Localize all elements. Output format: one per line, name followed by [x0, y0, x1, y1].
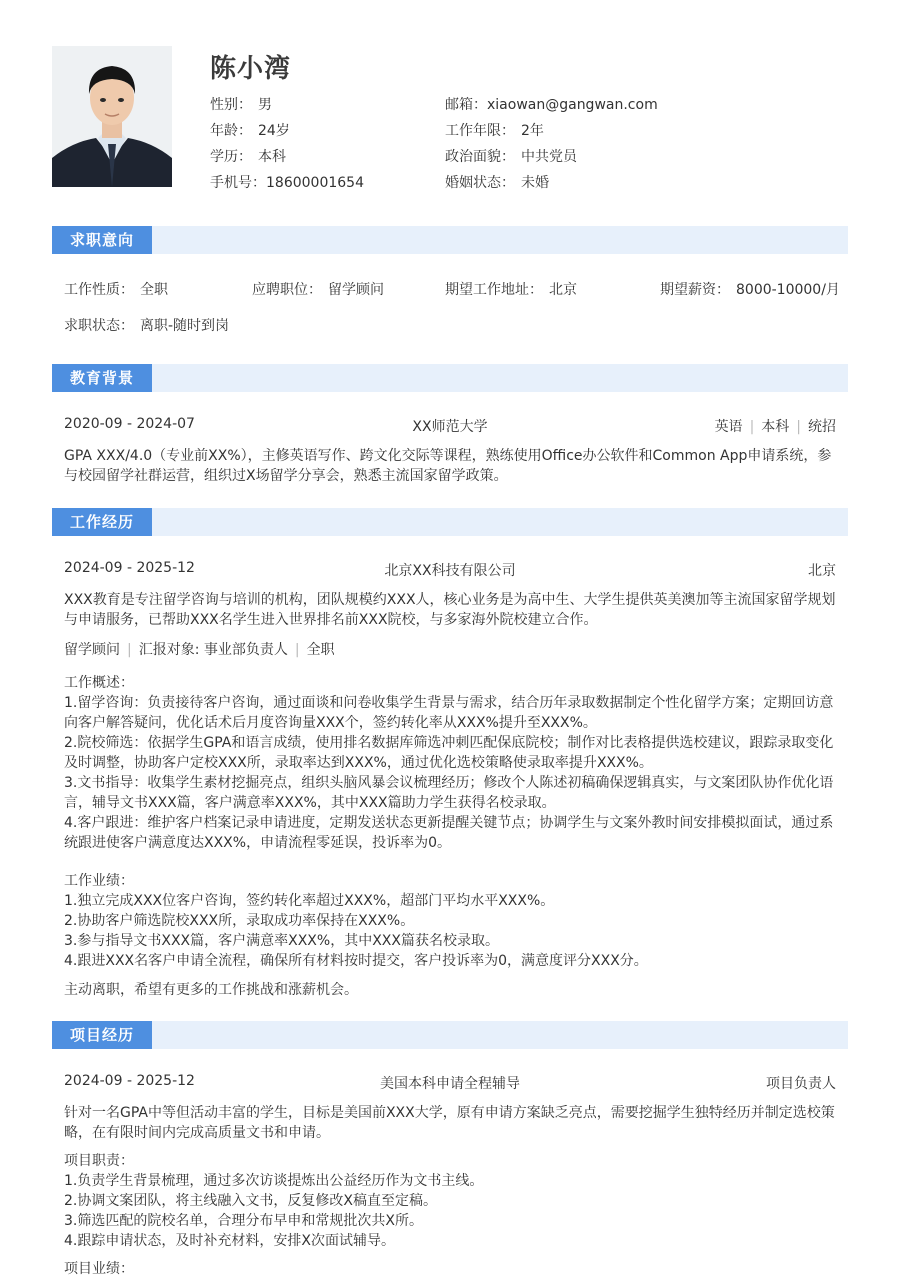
company-name: 北京XX科技有限公司 — [384, 563, 516, 579]
project-header — [64, 1073, 836, 1092]
work-period: 2024-09 - 2025-12 — [64, 560, 195, 576]
company-intro: XXX教育是专注留学咨询与培训的机构，团队规模约XXX人，核心业务是为高中生、大学生提供英美澳加等主流国家留学规划 与申请服务，已帮助XXX名学生进入世界排名前XXX院校，与多家海外院校建立合作。 — [64, 592, 836, 628]
candidate-name: 陈小湾 — [210, 54, 292, 84]
degree-field: 学历： 本科 — [210, 149, 286, 165]
age-field: 年龄： 24岁 — [210, 123, 290, 139]
education-tags: 英语 | 本科 | 统招 — [714, 419, 836, 435]
project-duties: 项目职责： 1.负责学生背景梳理，通过多次访谈提炼出公益经历作为文书主线。 2.协调文案团队，将主线融入文书，反复修改X稿直至定稿。 3.筛选匹配的院校名单，合理分布早申和常规批次共X所。 4.跟踪申请状态，及时补充材料，安排X次面试辅导。 — [64, 1153, 484, 1249]
work-city: 北京 — [808, 563, 836, 579]
project-period: 2024-09 - 2025-12 — [64, 1073, 195, 1089]
education-description: GPA XXX/4.0（专业前XX%），主修英语写作、跨文化交际等课程，熟练使用Office办公软件和Common App申请系统，参 与校园留学社群运营，组织过X场留学分享会，熟悉主流国家留学政策。 — [64, 448, 832, 484]
project-name: 美国本科申请全程辅导 — [380, 1076, 520, 1092]
project-results-label: 项目业绩： — [64, 1261, 134, 1277]
education-period: 2020-09 - 2024-07 — [64, 416, 195, 432]
section-title: 工作经历 — [52, 508, 152, 536]
section-title: 教育背景 — [52, 364, 152, 392]
work-overview: 工作概述： 1.留学咨询：负责接待客户咨询，通过面谈和问卷收集学生背景与需求，结合历年录取数据制定个性化留学方案；定期回访意 向客户解答疑问，优化话术后月度咨询量XXX个，签约转化率从XXX%提升至XXX%。 2.院校筛选：依据学生GPA和语言成绩，使用排名数据库筛选冲刺匹配保底院校；制作对比表格提供选校建议，跟踪录取变化 及时调整，协助客户定校XXX所，录取率达到XXX%，通过优化选校策略使录取率提升XXX%。 3.文书指导：收集学生素材挖掘亮点，组织头脑风暴会议梳理经历；修改个人陈述初稿确保逻辑真实，与文案团队协作优化语 言，辅导文书XXX篇，客户满意率XXX%，其中XXX篇助力学生获得名校录取。 4.客户跟进：维护客户档案记录申请进度，定期发送状态更新提醒关键节点；协调学生与文案外教时间安排模拟面试，通过系 统跟进使客户满意度达XXX%，申请流程零延误，投诉率为0。 — [64, 675, 834, 851]
phone-field: 手机号：18600001654 — [210, 175, 364, 191]
project-role: 项目负责人 — [766, 1076, 836, 1092]
section-job-intent — [52, 226, 848, 254]
marital-status-field: 婚姻状态： 未婚 — [445, 175, 549, 191]
avatar — [52, 46, 172, 187]
project-intro: 针对一名GPA中等但活动丰富的学生，目标是美国前XXX大学，原有申请方案缺乏亮点，需要挖掘学生独特经历并制定选校策 略，在有限时间内完成高质量文书和申请。 — [64, 1105, 835, 1141]
work-years-field: 工作年限： 2年 — [445, 123, 544, 139]
political-status-field: 政治面貌： 中共党员 — [445, 149, 577, 165]
leave-reason: 主动离职，希望有更多的工作挑战和涨薪机会。 — [64, 982, 358, 998]
section-work — [52, 508, 848, 536]
job-location-field: 期望工作地址： 北京 — [445, 282, 577, 298]
work-achievements: 工作业绩： 1.独立完成XXX位客户咨询，签约转化率超过XXX%，超部门平均水平XXX%。 2.协助客户筛选院校XXX所，录取成功率保持在XXX%。 3.参与指导文书XXX篇，客户满意率XXX%，其中XXX篇获名校录取。 4.跟进XXX名客户申请全流程，确保所有材料按时提交，客户投诉率为0，满意度评分XXX分。 — [64, 873, 648, 969]
work-header — [64, 560, 836, 579]
job-status-field: 求职状态： 离职-随时到岗 — [64, 318, 230, 334]
school-name: XX师范大学 — [412, 419, 488, 435]
job-type-field: 工作性质： 全职 — [64, 282, 168, 298]
education-header — [64, 416, 836, 435]
gender-field: 性别： 男 — [210, 97, 272, 113]
job-position-field: 应聘职位： 留学顾问 — [252, 282, 384, 298]
email-field: 邮箱：xiaowan@gangwan.com — [445, 97, 658, 113]
section-project — [52, 1021, 848, 1049]
work-tags: 留学顾问 | 汇报对象: 事业部负责人 | 全职 — [64, 642, 335, 658]
section-title: 项目经历 — [52, 1021, 152, 1049]
section-education — [52, 364, 848, 392]
section-title: 求职意向 — [52, 226, 152, 254]
expected-salary-field: 期望薪资： 8000-10000/月 — [660, 282, 840, 298]
